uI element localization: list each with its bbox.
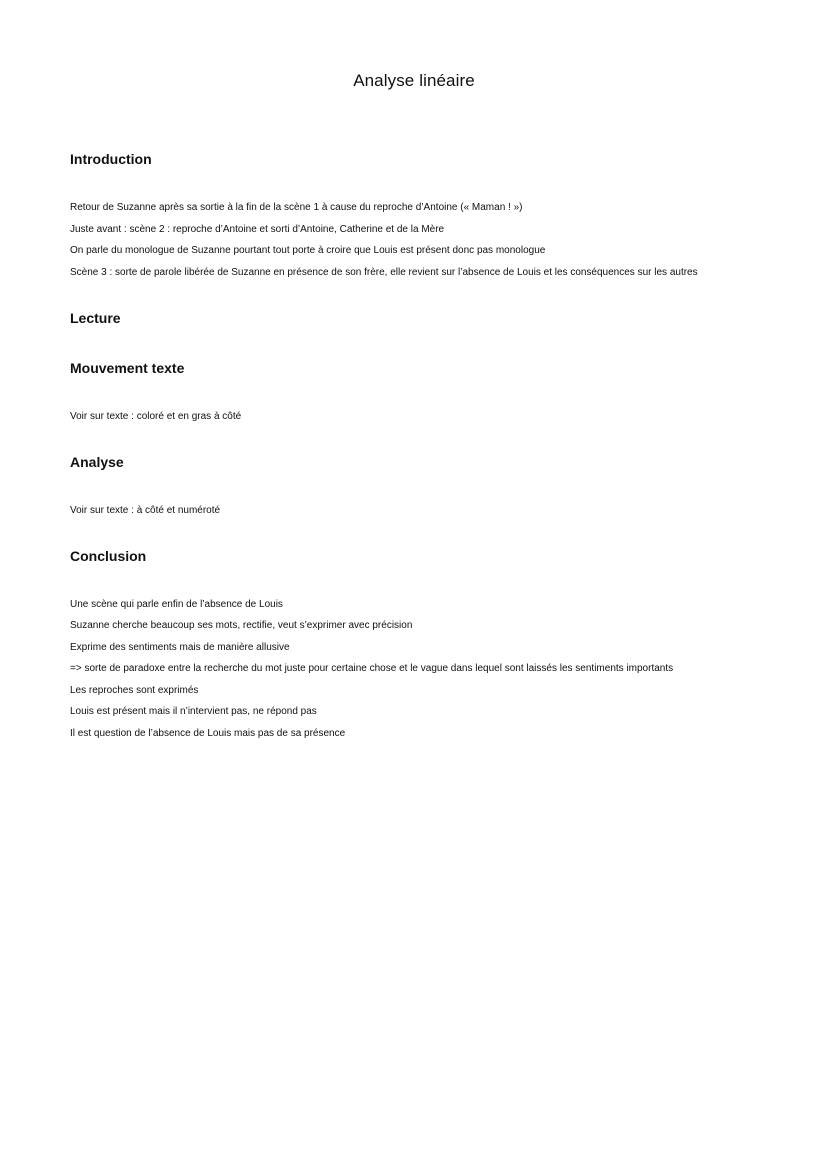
paragraph-line: Voir sur texte : à côté et numéroté (70, 505, 221, 516)
heading-conclusion: Conclusion (70, 548, 147, 564)
paragraph-line: Il est question de l’absence de Louis mais pas de sa présence (70, 728, 346, 739)
paragraph-line: Les reproches sont exprimés (70, 685, 199, 696)
document-title: Analyse linéaire (353, 71, 475, 90)
paragraph-line: Exprime des sentiments mais de manière allusive (70, 642, 290, 653)
paragraph-line: Une scène qui parle enfin de l’absence de Louis (70, 599, 283, 610)
paragraph-line: Louis est présent mais il n’intervient pas, ne répond pas (70, 706, 317, 717)
paragraph-line: Voir sur texte : coloré et en gras à côté (70, 411, 242, 422)
heading-analyse: Analyse (70, 454, 124, 470)
paragraph-line: Juste avant : scène 2 : reproche d’Antoine et sorti d’Antoine, Catherine et de la Mère (70, 224, 445, 235)
paragraph-line: => sorte de paradoxe entre la recherche du mot juste pour certaine chose et le vague dans lequel sont laissés les sentiments importants (70, 663, 674, 674)
paragraph-line: Suzanne cherche beaucoup ses mots, rectifie, veut s’exprimer avec précision (70, 620, 413, 631)
heading-lecture: Lecture (70, 310, 121, 326)
paragraph-line: Scène 3 : sorte de parole libérée de Suzanne en présence de son frère, elle revient sur l’absence de Louis et les conséquences sur les autres (70, 267, 698, 278)
heading-introduction: Introduction (70, 151, 152, 167)
paragraph-line: On parle du monologue de Suzanne pourtant tout porte à croire que Louis est présent donc pas monologue (70, 245, 546, 256)
paragraph-line: Retour de Suzanne après sa sortie à la fin de la scène 1 à cause du reproche d’Antoine (« Maman ! ») (70, 202, 523, 213)
heading-mouvement-texte: Mouvement texte (70, 360, 185, 376)
